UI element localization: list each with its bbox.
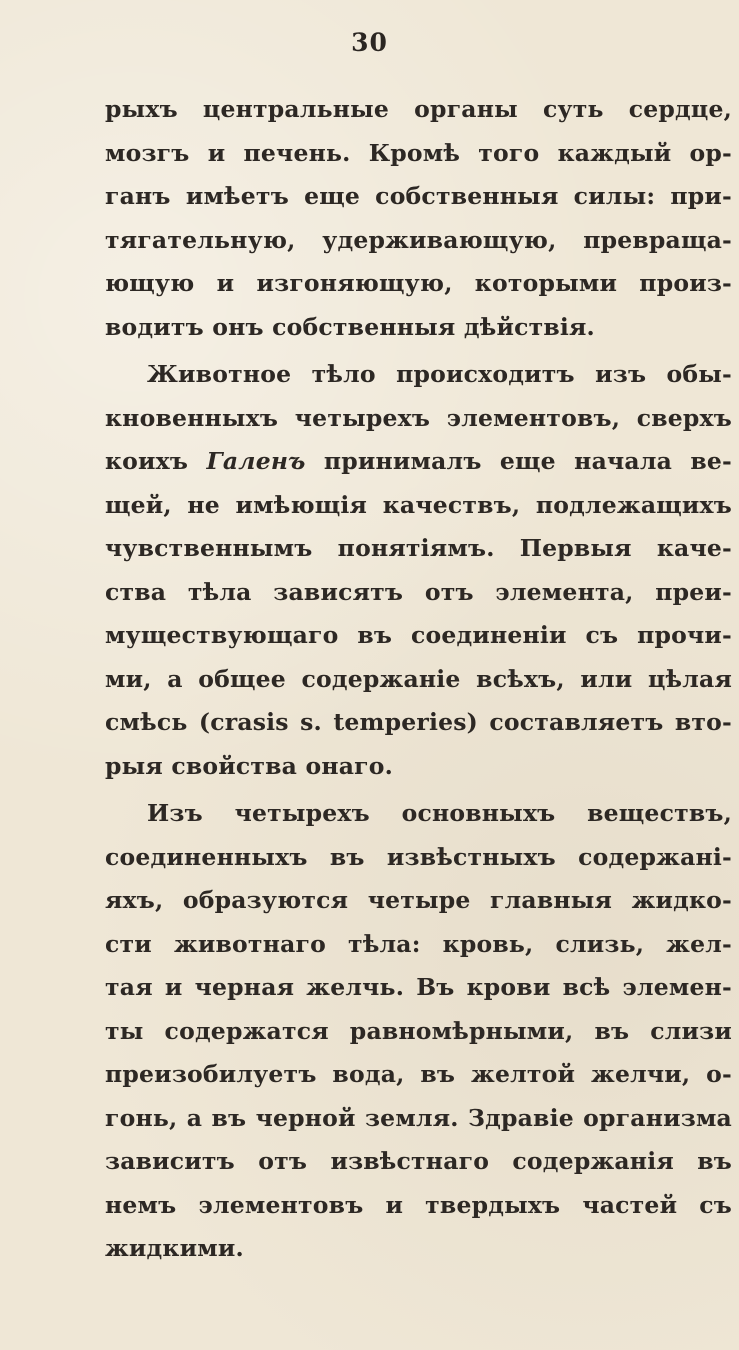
page-number: 30 xyxy=(351,28,388,57)
body-text xyxy=(105,88,732,1271)
text-line: ты содержатся равномѣрными, въ слизи xyxy=(105,1016,732,1045)
text-line: ми, а общее содержаніе всѣхъ, или цѣлая xyxy=(105,664,732,693)
text-line: кновенныхъ четырехъ элементовъ, сверхъ xyxy=(105,403,732,432)
italic-name: Галенъ xyxy=(206,447,306,475)
text-line: яхъ, образуются четыре главныя жидко- xyxy=(105,886,732,914)
text-line: сти животнаго тѣла: кровь, слизь, жел- xyxy=(105,929,732,958)
text-line: жидкими. xyxy=(105,1234,244,1262)
text-segment: коихъ xyxy=(105,447,207,475)
text-line: зависитъ отъ извѣстнаго содержанія въ xyxy=(105,1147,732,1175)
text-line: тая и черная желчь. Въ крови всѣ элемен- xyxy=(105,973,732,1001)
text-line: ющую и изгоняющую, которыми произ- xyxy=(105,269,732,297)
text-line: щей, не имѣющія качествъ, подлежащихъ xyxy=(105,490,732,519)
paragraph-3 xyxy=(105,792,732,1271)
paragraph-1 xyxy=(105,88,732,349)
text-line: мозгъ и печень. Кромѣ того каждый ор- xyxy=(105,138,732,167)
text-line: рыя свойства онаго. xyxy=(105,751,394,780)
text-segment: принималъ еще начала ве- xyxy=(305,447,732,475)
text-line: преизобилуетъ вода, въ желтой желчи, о- xyxy=(105,1060,732,1088)
text-line: соединенныхъ въ извѣстныхъ содержані- xyxy=(105,842,732,871)
text-line: Животное тѣло происходитъ изъ обы- xyxy=(147,360,732,388)
text-line: водитъ онъ собственныя дѣйствія. xyxy=(105,312,595,341)
text-line: ганъ имѣетъ еще собственныя силы: при- xyxy=(105,182,732,210)
text-line: чувственнымъ понятіямъ. Первыя каче- xyxy=(105,534,732,562)
text-line: рыхъ центральные органы суть сердце, xyxy=(105,95,732,123)
text-line: смѣсь (crasis s. temperies) составляетъ вто- xyxy=(105,708,732,736)
text-line: муществующаго въ соединеніи съ прочи- xyxy=(105,621,732,649)
text-line xyxy=(105,440,732,484)
text-line: немъ элементовъ и твердыхъ частей съ xyxy=(105,1190,732,1219)
paragraph-2 xyxy=(105,353,732,788)
text-line: Изъ четырехъ основныхъ веществъ, xyxy=(147,799,732,827)
text-line: тягательную, удерживающую, превраща- xyxy=(105,225,732,254)
text-line: ства тѣла зависятъ отъ элемента, преи- xyxy=(105,577,732,606)
text-line: гонь, а въ черной земля. Здравіе организма xyxy=(105,1103,732,1132)
